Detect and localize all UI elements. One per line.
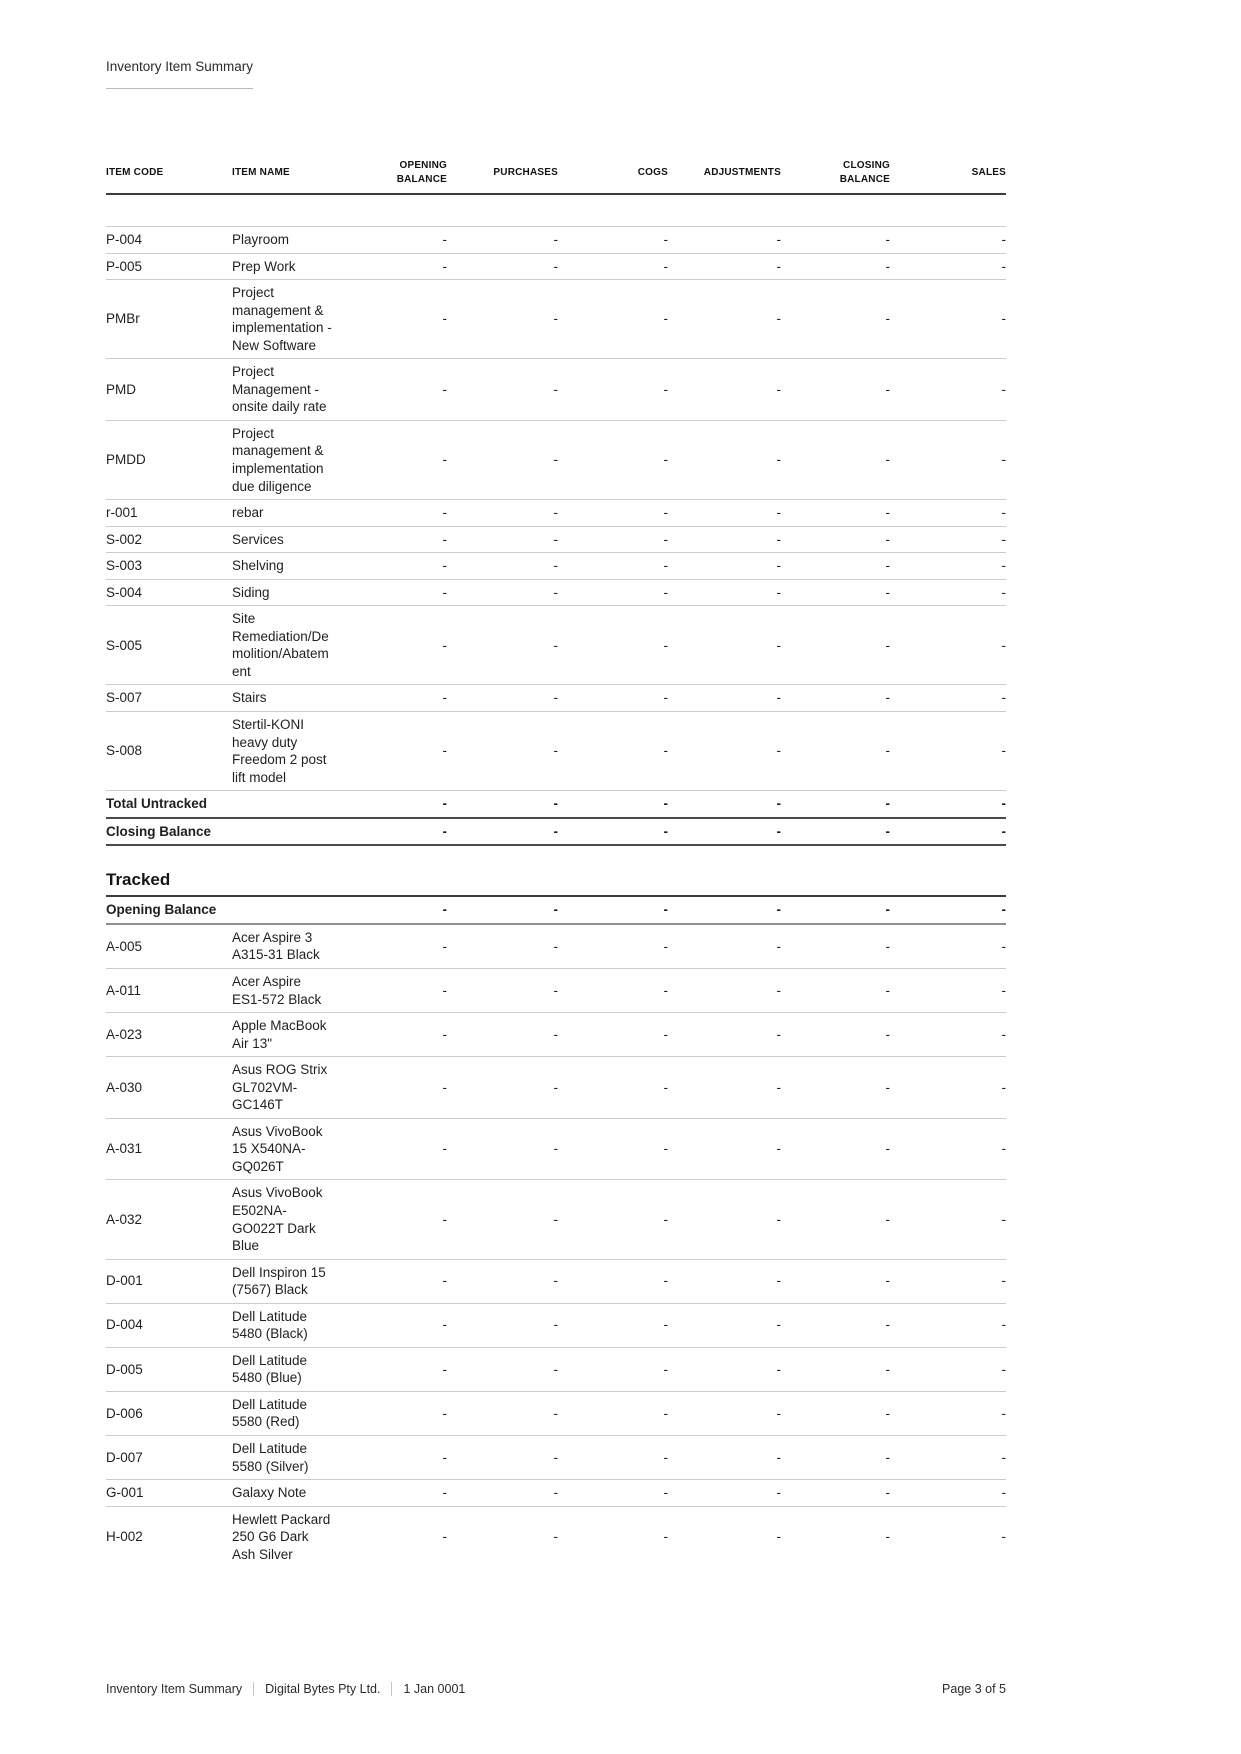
cell-closing-balance: - [781,791,890,818]
item-code: S-003 [106,553,232,580]
cell-purchases: - [447,420,558,499]
cell-sales: - [890,1480,1006,1507]
cell-purchases: - [447,1480,558,1507]
cell-purchases: - [447,1303,558,1347]
table-row [106,685,1006,712]
item-name: Dell Latitude 5580 (Red) [232,1391,352,1435]
cell-sales: - [890,1391,1006,1435]
table-row [106,1506,1006,1567]
cell-opening-balance: - [352,1480,447,1507]
cell-sales: - [890,1347,1006,1391]
cell-adjustments: - [668,791,781,818]
footer-divider [391,1682,392,1696]
cell-opening-balance: - [352,1347,447,1391]
cell-closing-balance: - [781,1391,890,1435]
cell-sales: - [890,1259,1006,1303]
cell-adjustments: - [668,1391,781,1435]
cell-sales: - [890,685,1006,712]
cell-opening-balance: - [352,1057,447,1119]
cell-closing-balance: - [781,227,890,254]
cell-purchases: - [447,1391,558,1435]
item-code: S-007 [106,685,232,712]
cell-adjustments: - [668,924,781,969]
table-row [106,1259,1006,1303]
cell-closing-balance: - [781,1435,890,1479]
item-code: S-008 [106,712,232,791]
cell-purchases: - [447,359,558,421]
cell-closing-balance: - [781,1180,890,1259]
cell-cogs: - [558,606,668,685]
item-code: A-023 [106,1013,232,1057]
cell-purchases: - [447,818,558,846]
cell-closing-balance: - [781,579,890,606]
cell-adjustments: - [668,1303,781,1347]
cell-sales: - [890,818,1006,846]
cell-purchases: - [447,280,558,359]
column-header-closing-balance [781,159,890,194]
tracked-table [106,897,1006,1567]
cell-purchases: - [447,227,558,254]
cell-opening-balance: - [352,1391,447,1435]
cell-opening-balance: - [352,712,447,791]
closing-balance-row [106,818,1006,846]
cell-closing-balance: - [781,1118,890,1180]
cell-sales: - [890,1180,1006,1259]
cell-opening-balance: - [352,818,447,846]
item-name: Acer Aspire ES1-572 Black [232,968,352,1012]
cell-adjustments: - [668,1435,781,1479]
cell-opening-balance: - [352,1013,447,1057]
item-code: D-005 [106,1347,232,1391]
item-name: Dell Latitude 5580 (Silver) [232,1435,352,1479]
item-code: D-004 [106,1303,232,1347]
cell-purchases: - [447,685,558,712]
item-name: Acer Aspire 3 A315-31 Black [232,924,352,969]
cell-sales: - [890,968,1006,1012]
cell-opening-balance: - [352,227,447,254]
cell-opening-balance: - [352,1303,447,1347]
cell-adjustments: - [668,420,781,499]
cell-sales: - [890,1435,1006,1479]
cell-cogs: - [558,897,668,924]
cell-sales: - [890,1057,1006,1119]
cell-sales: - [890,526,1006,553]
cell-cogs: - [558,359,668,421]
cell-cogs: - [558,1180,668,1259]
cell-closing-balance: - [781,1480,890,1507]
cell-opening-balance: - [442,1529,447,1545]
cell-cogs: - [558,420,668,499]
cell-adjustments: - [668,253,781,280]
item-name: Prep Work [232,253,352,280]
item-name: Stairs [232,685,352,712]
cell-cogs: - [558,526,668,553]
cell-adjustments: - [668,606,781,685]
cell-cogs: - [558,818,668,846]
item-name: Project management & implementation due diligence [232,420,352,499]
cell-closing-balance: - [781,1347,890,1391]
item-code: A-031 [106,1118,232,1180]
item-name: Dell Latitude 5480 (Black) [232,1303,352,1347]
cell-adjustments: - [668,1180,781,1259]
cell-closing-balance: - [781,526,890,553]
item-name: Stertil-KONI heavy duty Freedom 2 post lift model [232,712,352,791]
item-name: Dell Inspiron 15 (7567) Black [232,1259,352,1303]
column-header-opening-balance: OPENING BALANCE [352,159,447,194]
table-row [106,1013,1006,1057]
cell-adjustments: - [668,500,781,527]
cell-closing-balance: - [781,685,890,712]
item-code: PMDD [106,420,232,499]
item-code: A-005 [106,924,232,969]
cell-sales: - [890,227,1006,254]
item-code: A-032 [106,1180,232,1259]
item-code: PMBr [106,280,232,359]
item-name: Project management & implementation - New Software [232,280,352,359]
cell-cogs: - [663,1529,668,1545]
item-code: D-007 [106,1435,232,1479]
cell-closing-balance: - [781,253,890,280]
item-code: P-005 [106,253,232,280]
table-row [106,553,1006,580]
cell-cogs: - [558,1391,668,1435]
cell-cogs: - [558,1347,668,1391]
cell-cogs: - [558,1480,668,1507]
cell-opening-balance: - [352,1118,447,1180]
cell-closing-balance: - [781,280,890,359]
table-row [106,968,1006,1012]
table-row [106,1435,1006,1479]
cell-adjustments: - [668,685,781,712]
table-row [106,1057,1006,1119]
cell-opening-balance: - [352,1259,447,1303]
cell-adjustments: - [668,359,781,421]
cell-purchases: - [447,1180,558,1259]
cell-purchases: - [447,712,558,791]
cell-sales: - [890,500,1006,527]
cell-adjustments: - [668,1480,781,1507]
item-name: Asus ROG Strix GL702VM-GC146T [232,1057,352,1119]
cell-cogs: - [558,500,668,527]
item-code: H-002 [106,1529,143,1545]
cell-opening-balance: - [352,924,447,969]
cell-closing-balance: - [781,1013,890,1057]
cell-adjustments: - [668,1013,781,1057]
cell-opening-balance: - [352,606,447,685]
item-code: A-011 [106,968,232,1012]
column-header-cogs: COGS [558,159,668,194]
cell-adjustments: - [668,579,781,606]
cell-closing-balance: - [781,606,890,685]
cell-closing-balance: - [781,420,890,499]
item-name: Services [232,526,352,553]
item-name: Siding [232,579,352,606]
item-code: P-004 [106,227,232,254]
spacer-row [106,194,1006,227]
cell-cogs: - [558,1435,668,1479]
item-name: Project Management - onsite daily rate [232,359,352,421]
page-title: Inventory Item Summary [106,59,253,89]
cell-adjustments: - [668,553,781,580]
cell-purchases: - [447,924,558,969]
cell-opening-balance: - [352,500,447,527]
cell-purchases: - [447,553,558,580]
table-row [106,500,1006,527]
cell-sales: - [890,253,1006,280]
table-row [106,1347,1006,1391]
cell-closing-balance: - [781,1303,890,1347]
item-name: Apple MacBook Air 13" [232,1013,352,1057]
cell-cogs: - [558,1118,668,1180]
table-row [106,712,1006,791]
column-header-adjustments: ADJUSTMENTS [668,159,781,194]
cell-opening-balance: - [352,685,447,712]
item-code: D-006 [106,1391,232,1435]
cell-closing-balance: - [781,897,890,924]
table-header-row [106,159,1006,194]
cell-adjustments: - [668,712,781,791]
cell-sales: - [890,553,1006,580]
cell-adjustments: - [668,897,781,924]
cell-adjustments: - [668,526,781,553]
table-row [106,227,1006,254]
cell-sales: - [890,1303,1006,1347]
cell-opening-balance: - [352,526,447,553]
cell-cogs: - [558,253,668,280]
cell-closing-balance: - [781,1057,890,1119]
cell-closing-balance: - [781,712,890,791]
cell-sales: - [890,606,1006,685]
cell-sales: - [890,280,1006,359]
total-label: Opening Balance [106,897,352,924]
cell-closing-balance: - [781,359,890,421]
cell-purchases: - [447,606,558,685]
cell-adjustments: - [776,1529,781,1545]
cell-purchases: - [447,968,558,1012]
cell-purchases: - [447,897,558,924]
footer-divider [253,1682,254,1696]
table-row [106,280,1006,359]
cell-sales: - [890,712,1006,791]
cell-closing-balance: - [781,1259,890,1303]
item-name: Dell Latitude 5480 (Blue) [232,1347,352,1391]
table-row [106,606,1006,685]
item-name: Playroom [232,227,352,254]
page-footer [106,1682,1006,1696]
cell-opening-balance: - [352,897,447,924]
cell-cogs: - [558,712,668,791]
footer-report-name: Inventory Item Summary [106,1682,243,1696]
table-row [106,253,1006,280]
cell-purchases: - [447,1435,558,1479]
item-code: PMD [106,359,232,421]
cell-cogs: - [558,1013,668,1057]
item-code: S-005 [106,606,232,685]
cell-purchases: - [553,1529,558,1545]
inventory-table [106,159,1006,846]
item-name: Site Remediation/Demolition/Abatement [232,606,352,685]
cell-sales: - [890,579,1006,606]
column-header-closing-balance-label: CLOSING BALANCE [839,160,890,185]
cell-purchases: - [447,526,558,553]
item-name: Hewlett Packard 250 G6 Dark Ash Silver [232,1511,331,1562]
footer-company-name: Digital Bytes Pty Ltd. [265,1682,381,1696]
cell-opening-balance: - [352,1180,447,1259]
cell-sales: - [890,924,1006,969]
item-name: Shelving [232,553,352,580]
item-code: D-001 [106,1259,232,1303]
total-label: Total Untracked [106,791,352,818]
cell-purchases: - [447,253,558,280]
item-code: S-004 [106,579,232,606]
table-row [106,1118,1006,1180]
table-row [106,579,1006,606]
cell-sales: - [890,1013,1006,1057]
column-header-purchases: PURCHASES [447,159,558,194]
item-code: G-001 [106,1480,232,1507]
table-row [106,1180,1006,1259]
footer-date: 1 Jan 0001 [403,1682,466,1696]
cell-adjustments: - [668,818,781,846]
cell-purchases: - [447,579,558,606]
column-header-sales: SALES [890,159,1006,194]
cell-opening-balance: - [352,359,447,421]
cell-adjustments: - [668,1259,781,1303]
cell-cogs: - [558,791,668,818]
cell-opening-balance: - [352,253,447,280]
cell-sales: - [890,420,1006,499]
table-row [106,420,1006,499]
table-row [106,1391,1006,1435]
footer-page-number: Page 3 of 5 [942,1682,1006,1696]
cell-adjustments: - [668,1057,781,1119]
item-name: Asus VivoBook 15 X540NA-GQ026T [232,1118,352,1180]
cell-opening-balance: - [352,553,447,580]
table-row [106,1480,1006,1507]
cell-sales: - [890,359,1006,421]
item-name: Galaxy Note [232,1480,352,1507]
table-row [106,924,1006,969]
table-row [106,526,1006,553]
cell-closing-balance: - [781,968,890,1012]
column-header-item-name: ITEM NAME [232,159,352,194]
report-page [106,58,1006,1567]
cell-cogs: - [558,579,668,606]
item-name: rebar [232,500,352,527]
cell-purchases: - [447,1118,558,1180]
column-header-item-code: ITEM CODE [106,159,232,194]
cell-purchases: - [447,1347,558,1391]
section-heading-tracked: Tracked [106,870,1006,897]
total-label: Closing Balance [106,818,352,846]
cell-closing-balance: - [781,818,890,846]
cell-cogs: - [558,685,668,712]
cell-purchases: - [447,1259,558,1303]
cell-sales: - [1001,1529,1006,1545]
cell-opening-balance: - [352,280,447,359]
cell-sales: - [890,1118,1006,1180]
cell-purchases: - [447,1057,558,1119]
cell-cogs: - [558,227,668,254]
cell-opening-balance: - [352,791,447,818]
cell-cogs: - [558,553,668,580]
cell-adjustments: - [668,1118,781,1180]
cell-adjustments: - [668,1347,781,1391]
cell-cogs: - [558,280,668,359]
cell-purchases: - [447,791,558,818]
cell-opening-balance: - [352,579,447,606]
cell-closing-balance: - [885,1529,890,1545]
table-row [106,359,1006,421]
cell-purchases: - [447,1013,558,1057]
cell-cogs: - [558,968,668,1012]
cell-cogs: - [558,1303,668,1347]
item-code: r-001 [106,500,232,527]
item-name: Asus VivoBook E502NA-GO022T Dark Blue [232,1180,352,1259]
cell-closing-balance: - [781,500,890,527]
cell-closing-balance: - [781,553,890,580]
cell-opening-balance: - [352,968,447,1012]
cell-adjustments: - [668,280,781,359]
cell-cogs: - [558,1259,668,1303]
total-untracked-row [106,791,1006,818]
cell-adjustments: - [668,227,781,254]
cell-cogs: - [558,924,668,969]
cell-sales: - [890,897,1006,924]
item-code: S-002 [106,526,232,553]
cell-adjustments: - [668,968,781,1012]
cell-opening-balance: - [352,420,447,499]
cell-cogs: - [558,1057,668,1119]
cell-purchases: - [447,500,558,527]
cell-sales: - [890,791,1006,818]
opening-balance-row [106,897,1006,924]
table-row [106,1303,1006,1347]
cell-closing-balance: - [781,924,890,969]
cell-opening-balance: - [352,1435,447,1479]
item-code: A-030 [106,1057,232,1119]
